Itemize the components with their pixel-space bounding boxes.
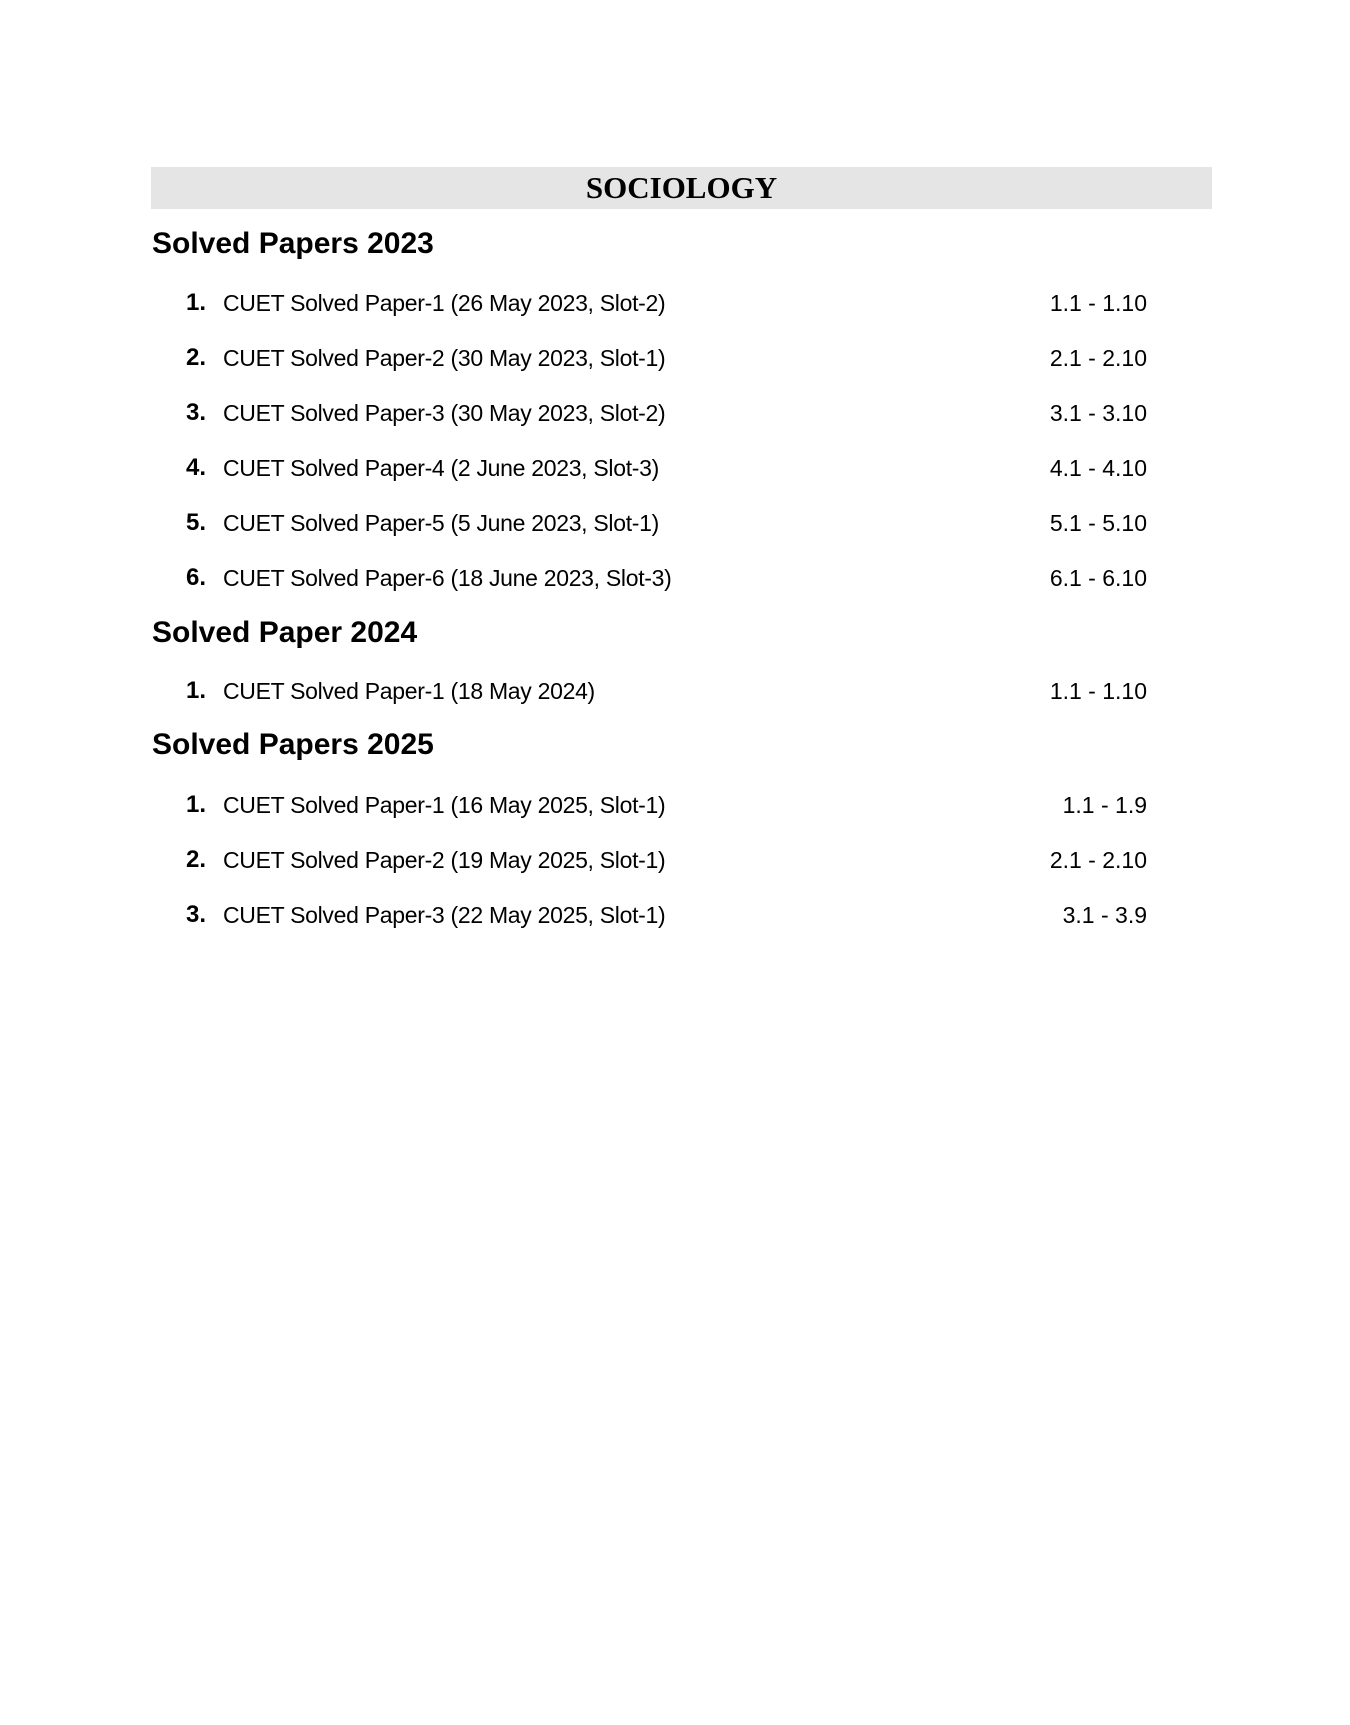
entry-number: 2. [186, 846, 207, 873]
toc-entry[interactable] [152, 397, 1147, 429]
entry-number: 3. [186, 901, 207, 928]
entry-pages: 1.1 - 1.10 [1049, 290, 1147, 316]
entry-pages: 3.1 - 3.10 [1049, 400, 1147, 426]
entry-number: 4. [186, 454, 207, 481]
entry-title: CUET Solved Paper-1 (16 May 2025, Slot-1) [223, 792, 666, 818]
entry-number: 1. [186, 289, 207, 316]
entry-title: CUET Solved Paper-1 (26 May 2023, Slot-2) [223, 290, 666, 316]
toc-entry[interactable] [152, 287, 1147, 319]
section-heading-2023: Solved Papers 2023 [152, 227, 434, 260]
entry-number: 1. [186, 791, 207, 818]
entry-title: CUET Solved Paper-3 (30 May 2023, Slot-2) [223, 400, 666, 426]
entry-title: CUET Solved Paper-3 (22 May 2025, Slot-1) [223, 902, 666, 928]
entry-title: CUET Solved Paper-5 (5 June 2023, Slot-1) [223, 510, 660, 536]
entry-pages: 2.1 - 2.10 [1049, 847, 1147, 873]
entry-title: CUET Solved Paper-1 (18 May 2024) [223, 678, 595, 704]
entry-pages: 3.1 - 3.9 [1062, 902, 1147, 928]
toc-entry[interactable] [152, 507, 1147, 539]
entry-pages: 6.1 - 6.10 [1049, 565, 1147, 591]
entry-pages: 5.1 - 5.10 [1049, 510, 1147, 536]
entry-title: CUET Solved Paper-6 (18 June 2023, Slot-3) [223, 565, 672, 591]
entry-pages: 4.1 - 4.10 [1049, 455, 1147, 481]
entry-pages: 2.1 - 2.10 [1049, 345, 1147, 371]
entry-title: CUET Solved Paper-2 (19 May 2025, Slot-1) [223, 847, 666, 873]
toc-entry[interactable] [152, 452, 1147, 484]
entry-number: 6. [186, 564, 207, 591]
section-heading-2024: Solved Paper 2024 [152, 616, 418, 649]
toc-entry[interactable] [152, 562, 1147, 594]
entry-title: CUET Solved Paper-4 (2 June 2023, Slot-3) [223, 455, 660, 481]
entry-number: 5. [186, 509, 207, 536]
entry-title: CUET Solved Paper-2 (30 May 2023, Slot-1) [223, 345, 666, 371]
toc-entry[interactable] [152, 342, 1147, 374]
entry-pages: 1.1 - 1.10 [1049, 678, 1147, 704]
entry-number: 2. [186, 344, 207, 371]
subject-banner: SOCIOLOGY [151, 167, 1212, 209]
toc-entry[interactable] [152, 675, 1147, 707]
entry-number: 1. [186, 677, 207, 704]
section-heading-2025: Solved Papers 2025 [152, 728, 434, 761]
toc-entry[interactable] [152, 899, 1147, 931]
entry-number: 3. [186, 399, 207, 426]
toc-entry[interactable] [152, 789, 1147, 821]
entry-pages: 1.1 - 1.9 [1062, 792, 1147, 818]
toc-entry[interactable] [152, 844, 1147, 876]
